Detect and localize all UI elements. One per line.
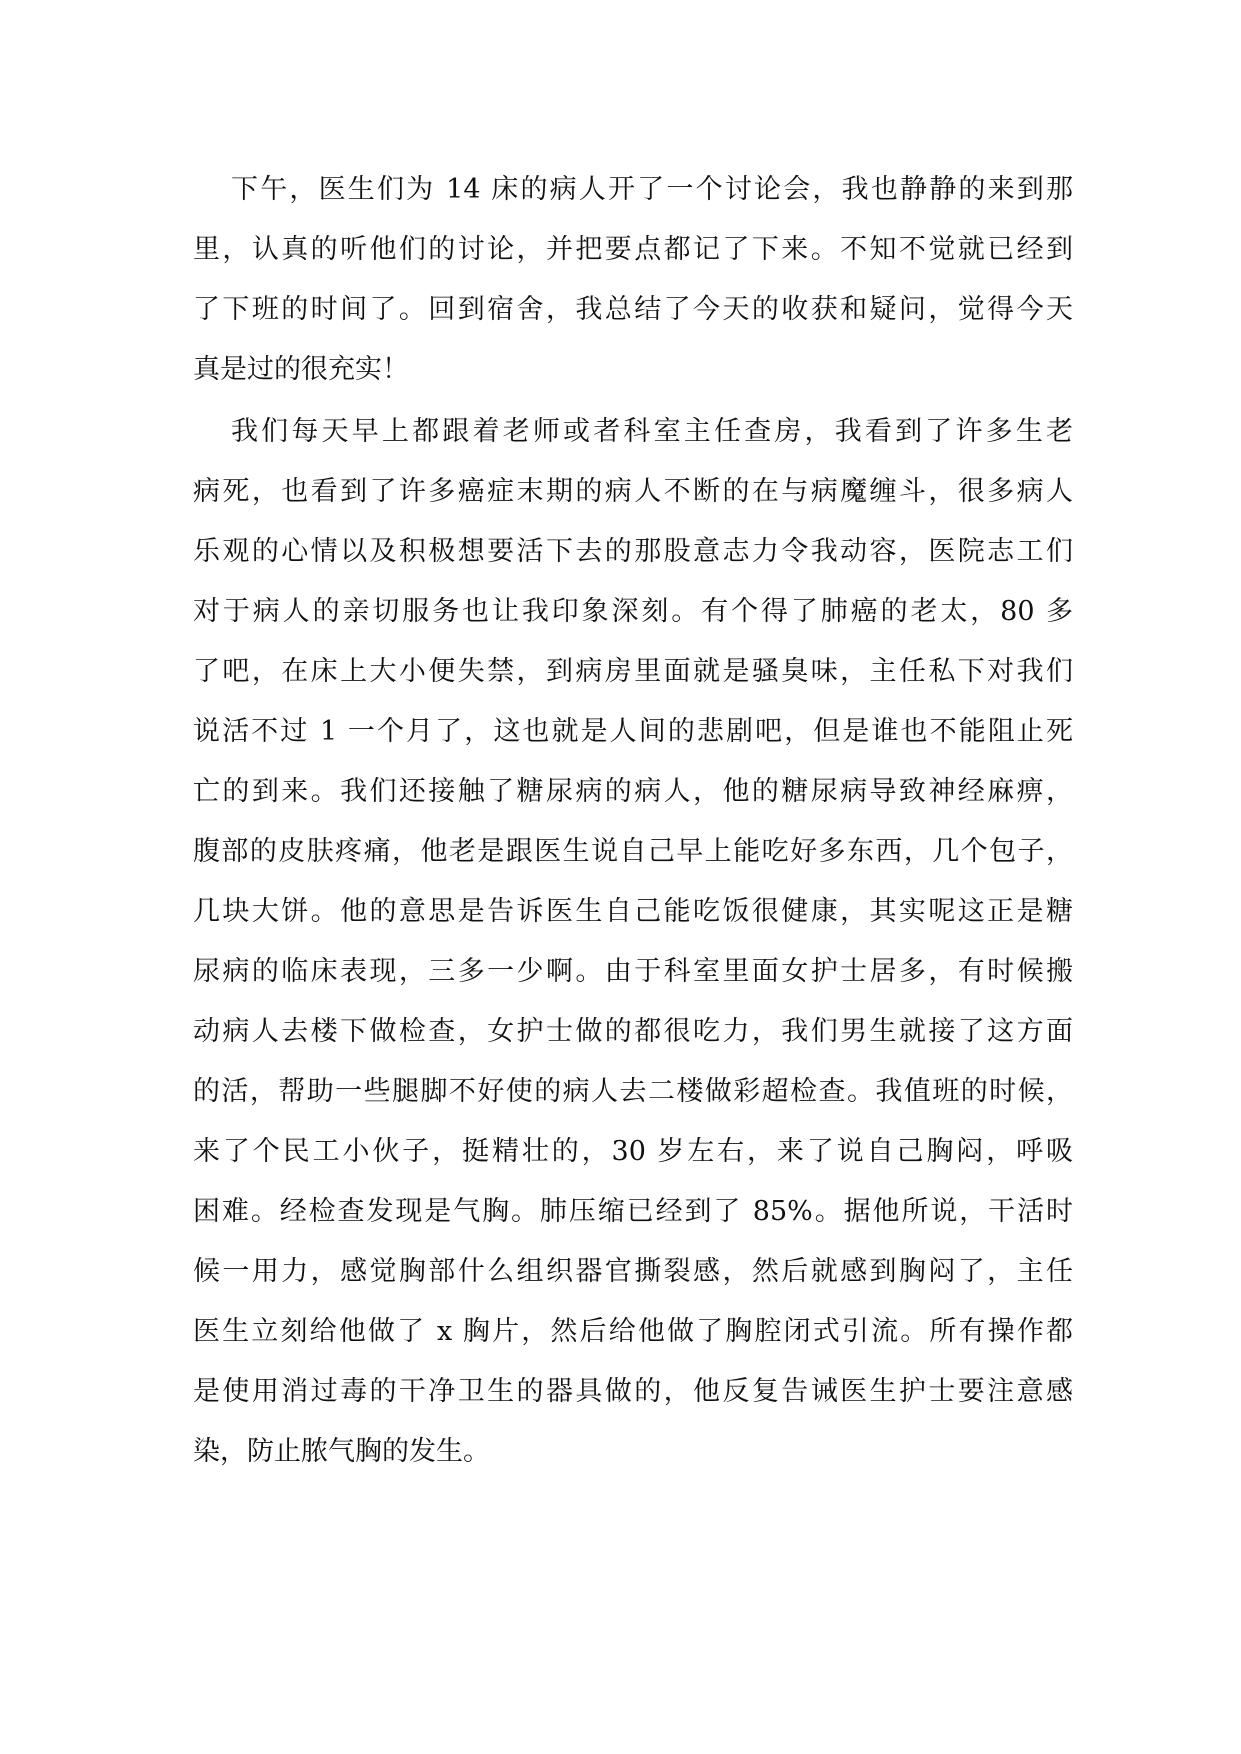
- text-line: 腹部的皮肤疼痛，他老是跟医生说自己早上能吃好多东西，几个包子，: [193, 836, 1073, 867]
- text-line: 我们每天早上都跟着老师或者科室主任查房，我看到了许多生老: [231, 416, 1073, 447]
- text-line: 医生立刻给他做了 x 胸片，然后给他做了胸腔闭式引流。所有操作都: [193, 1316, 1073, 1347]
- text-line: 下午，医生们为 14 床的病人开了一个讨论会，我也静静的来到那: [231, 174, 1073, 205]
- paragraph-1: [193, 160, 1073, 400]
- text-line: 染，防止脓气胸的发生。: [193, 1436, 490, 1467]
- paragraph-2: [193, 402, 1073, 1482]
- text-line: 病死，也看到了许多癌症末期的病人不断的在与病魔缠斗，很多病人: [193, 476, 1073, 507]
- text-line: 的活，帮助一些腿脚不好使的病人去二楼做彩超检查。我值班的时候，: [193, 1076, 1073, 1107]
- text-line: 真是过的很充实！: [193, 354, 409, 385]
- text-line: 亡的到来。我们还接触了糖尿病的病人，他的糖尿病导致神经麻痹，: [193, 776, 1073, 807]
- text-line: 候一用力，感觉胸部什么组织器官撕裂感，然后就感到胸闷了，主任: [193, 1256, 1073, 1287]
- text-line: 几块大饼。他的意思是告诉医生自己能吃饭很健康，其实呢这正是糖: [193, 896, 1073, 927]
- text-line: 里，认真的听他们的讨论，并把要点都记了下来。不知不觉就已经到: [193, 234, 1073, 265]
- text-line: 来了个民工小伙子，挺精壮的，30 岁左右，来了说自己胸闷，呼吸: [193, 1136, 1073, 1167]
- text-line: 是使用消过毒的干净卫生的器具做的，他反复告诫医生护士要注意感: [193, 1376, 1073, 1407]
- text-line: 了吧，在床上大小便失禁，到病房里面就是骚臭味，主任私下对我们: [193, 656, 1073, 687]
- text-line: 困难。经检查发现是气胸。肺压缩已经到了 85%。据他所说，干活时: [193, 1196, 1073, 1227]
- body-text: [193, 160, 1073, 1482]
- text-line: 尿病的临床表现，三多一少啊。由于科室里面女护士居多，有时候搬: [193, 956, 1073, 987]
- text-line: 动病人去楼下做检查，女护士做的都很吃力，我们男生就接了这方面: [193, 1016, 1073, 1047]
- text-line: 说活不过 1 一个月了，这也就是人间的悲剧吧，但是谁也不能阻止死: [193, 716, 1073, 747]
- text-line: 乐观的心情以及积极想要活下去的那股意志力令我动容，医院志工们: [193, 536, 1073, 567]
- text-line: 了下班的时间了。回到宿舍，我总结了今天的收获和疑问，觉得今天: [193, 294, 1073, 325]
- text-line: 对于病人的亲切服务也让我印象深刻。有个得了肺癌的老太，80 多: [193, 596, 1073, 627]
